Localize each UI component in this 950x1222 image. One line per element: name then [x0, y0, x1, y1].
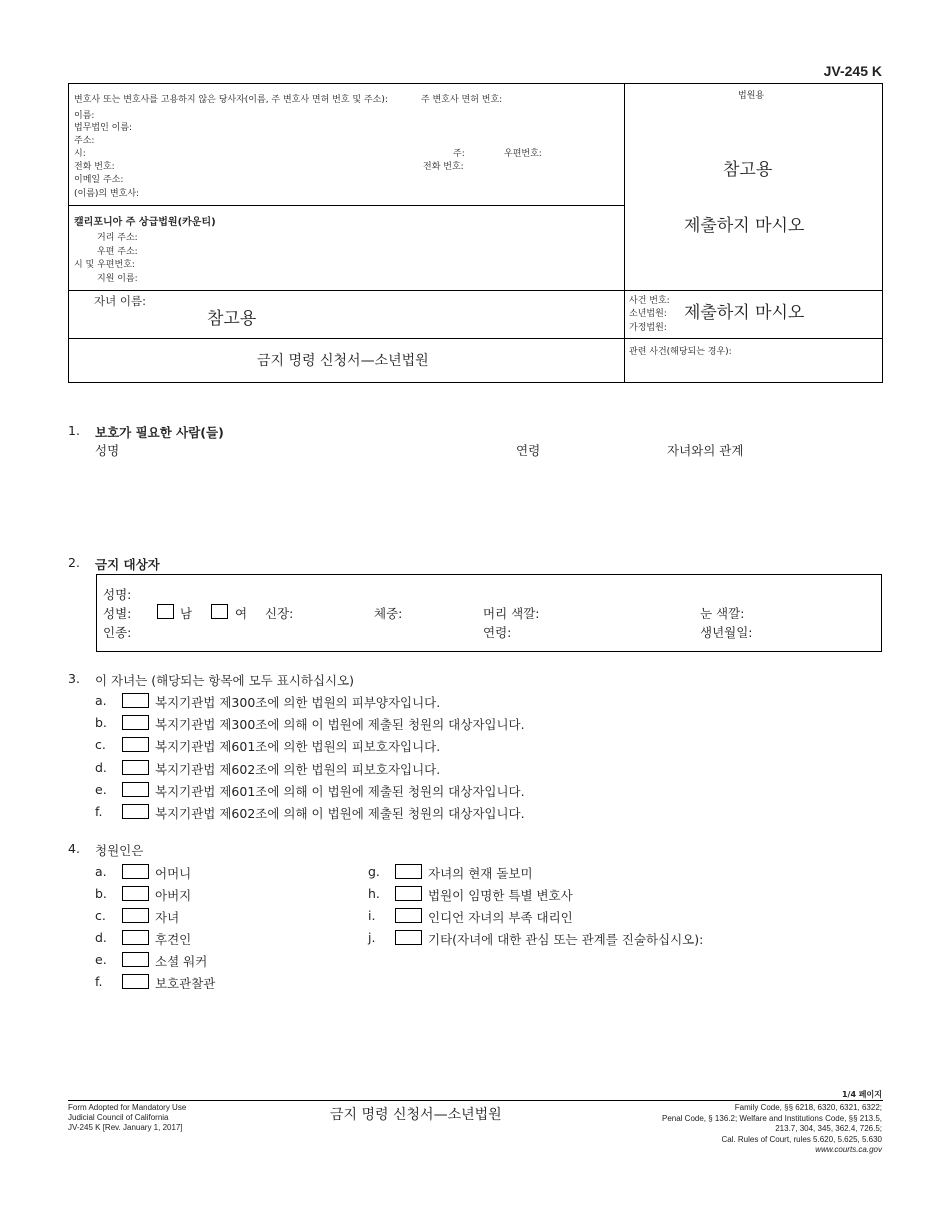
- item-letter: c.: [95, 737, 106, 752]
- petitioner-text: 보호관찰관: [155, 976, 216, 991]
- weight-field[interactable]: 체중:: [374, 606, 403, 621]
- section1-number: 1.: [68, 423, 80, 438]
- adopted-line-2: Judicial Council of California: [68, 1113, 169, 1122]
- item-letter: g.: [368, 864, 380, 879]
- male-label: 남: [180, 606, 193, 621]
- col-relation-header: 자녀와의 관계: [667, 443, 744, 458]
- child-status-checkbox[interactable]: [122, 737, 149, 752]
- legal-codes: [662, 1103, 882, 1156]
- court-mailing-field[interactable]: 우편 주소:: [97, 247, 138, 257]
- child-status-checkbox[interactable]: [122, 760, 149, 775]
- item-letter: c.: [95, 908, 106, 923]
- item-letter: b.: [95, 715, 107, 730]
- item-letter: b.: [95, 886, 107, 901]
- female-label: 여: [235, 606, 248, 621]
- child-status-text: 복지기관법 제300조에 의해 이 법원에 제출된 청원의 대상자입니다.: [155, 717, 525, 732]
- petitioner-text: 기타(자녀에 대한 관심 또는 관계를 진술하십시오):: [428, 932, 704, 947]
- section3-number: 3.: [68, 671, 80, 686]
- court-branch-field[interactable]: 지원 이름:: [97, 274, 138, 284]
- child-name-ref: 참고용: [207, 309, 257, 329]
- eye-color-field[interactable]: 눈 색깔:: [700, 606, 745, 621]
- child-status-text: 복지기관법 제601조에 의해 이 법원에 제출된 청원의 대상자입니다.: [155, 784, 525, 799]
- petitioner-checkbox[interactable]: [395, 864, 422, 879]
- section2-title: 금지 대상자: [95, 557, 160, 572]
- petitioner-checkbox[interactable]: [122, 908, 149, 923]
- address-field[interactable]: 주소:: [74, 136, 95, 146]
- hair-color-field[interactable]: 머리 색깔:: [483, 606, 540, 621]
- child-status-checkbox[interactable]: [122, 804, 149, 819]
- email-field[interactable]: 이메일 주소:: [74, 175, 124, 185]
- item-letter: a.: [95, 864, 107, 879]
- petitioner-text: 소셜 워커: [155, 954, 208, 969]
- zip-field[interactable]: 우편번호:: [504, 149, 542, 159]
- firm-field[interactable]: 법무법인 이름:: [74, 123, 133, 133]
- header-divider-3: [68, 338, 883, 339]
- height-field[interactable]: 신장:: [265, 606, 294, 621]
- petitioner-text: 자녀의 현재 돌보미: [428, 866, 533, 881]
- court-use-label: 법원용: [738, 91, 765, 101]
- petitioner-text: 어머니: [155, 866, 192, 881]
- attorney-label: 변호사 또는 변호사를 고용하지 않은 당사자(이름, 주 변호사 면허 번호 및 주소):: [74, 95, 388, 105]
- petitioner-checkbox[interactable]: [122, 930, 149, 945]
- codes-line-1: Family Code, §§ 6218, 6320, 6321, 6322;: [734, 1103, 882, 1112]
- related-cases-label: 관련 사건(해당되는 경우):: [629, 347, 732, 357]
- petitioner-text: 후견인: [155, 932, 192, 947]
- website-link[interactable]: www.courts.ca.gov: [815, 1145, 882, 1154]
- item-letter: d.: [95, 930, 107, 945]
- item-letter: j.: [368, 930, 376, 945]
- codes-line-4: Cal. Rules of Court, rules 5.620, 5.625, 5.630: [721, 1134, 882, 1144]
- header-divider-1: [68, 205, 625, 206]
- item-letter: a.: [95, 693, 107, 708]
- female-checkbox[interactable]: [211, 604, 228, 619]
- form-title: 금지 명령 신청서—소년법원: [257, 353, 429, 369]
- section4-title: 청원인은: [95, 843, 144, 858]
- petitioner-checkbox[interactable]: [395, 908, 422, 923]
- section2-number: 2.: [68, 555, 80, 570]
- attorney-for-field[interactable]: (이름)의 변호사:: [74, 189, 140, 199]
- child-status-text: 복지기관법 제602조에 의해 이 법원에 제출된 청원의 대상자입니다.: [155, 806, 525, 821]
- petitioner-checkbox[interactable]: [395, 886, 422, 901]
- codes-line-3: 213.7, 304, 345, 362.4, 726.5;: [775, 1124, 882, 1133]
- child-status-checkbox[interactable]: [122, 693, 149, 708]
- item-letter: h.: [368, 886, 380, 901]
- child-name-label: 자녀 이름:: [94, 294, 146, 308]
- case-number-label: 사건 번호:: [629, 296, 670, 306]
- header-divider-2: [68, 290, 883, 291]
- item-letter: e.: [95, 952, 107, 967]
- petitioner-checkbox[interactable]: [122, 864, 149, 879]
- bar-number-label: 주 변호사 면허 번호:: [421, 95, 503, 105]
- section4-number: 4.: [68, 841, 80, 856]
- dob-field[interactable]: 생년월일:: [700, 625, 753, 640]
- section3-title: 이 자녀는 (해당되는 항목에 모두 표시하십시오): [95, 673, 355, 688]
- petitioner-checkbox[interactable]: [122, 952, 149, 967]
- footer-divider: [68, 1100, 883, 1101]
- court-use-ref: 참고용: [723, 160, 773, 180]
- court-street-field[interactable]: 거리 주소:: [97, 233, 138, 243]
- family-court-label: 가정법원:: [629, 323, 667, 333]
- petitioner-text: 법원이 임명한 특별 변호사: [428, 888, 573, 903]
- petitioner-text: 아버지: [155, 888, 192, 903]
- petitioner-text: 자녀: [155, 910, 180, 925]
- phone-field[interactable]: 전화 번호:: [74, 162, 115, 172]
- adopted-line-1: Form Adopted for Mandatory Use: [68, 1103, 187, 1112]
- codes-line-2: Penal Code, § 136.2; Welfare and Institutions Code, §§ 213.5,: [662, 1113, 882, 1123]
- section1-title: 보호가 필요한 사람(들): [95, 425, 224, 440]
- race-field[interactable]: 인종:: [103, 625, 132, 640]
- child-status-checkbox[interactable]: [122, 782, 149, 797]
- page-number: 1/4 페이지: [841, 1090, 882, 1099]
- juvenile-court-label: 소년법원:: [629, 309, 667, 319]
- court-city-zip-field[interactable]: 시 및 우편번호:: [74, 260, 135, 270]
- item-letter: e.: [95, 782, 107, 797]
- sex-label: 성별:: [103, 606, 132, 621]
- name-field[interactable]: 이름:: [74, 111, 95, 121]
- item-letter: f.: [95, 974, 103, 989]
- child-status-text: 복지기관법 제601조에 의한 법원의 피보호자입니다.: [155, 739, 441, 754]
- petitioner-checkbox[interactable]: [395, 930, 422, 945]
- case-nofile: 제출하지 마시오: [684, 303, 805, 323]
- age-field[interactable]: 연령:: [483, 625, 512, 640]
- item-letter: f.: [95, 804, 103, 819]
- court-title: 캘리포니아 주 상급법원(카운티): [74, 217, 216, 228]
- child-status-checkbox[interactable]: [122, 715, 149, 730]
- petitioner-checkbox[interactable]: [122, 974, 149, 989]
- item-letter: d.: [95, 760, 107, 775]
- petitioner-checkbox[interactable]: [122, 886, 149, 901]
- restrained-name-field[interactable]: 성명:: [103, 587, 132, 602]
- child-status-text: 복지기관법 제602조에 의한 법원의 피보호자입니다.: [155, 762, 441, 777]
- state-field[interactable]: 주:: [453, 149, 465, 159]
- court-use-nofile: 제출하지 마시오: [684, 216, 805, 236]
- city-field[interactable]: 시:: [74, 149, 86, 159]
- col-age-header: 연령: [516, 443, 541, 458]
- col-name-header: 성명: [95, 443, 120, 458]
- footer-title: 금지 명령 신청서—소년법원: [330, 1107, 502, 1123]
- male-checkbox[interactable]: [157, 604, 174, 619]
- item-letter: i.: [368, 908, 376, 923]
- petitioner-text: 인디언 자녀의 부족 대리인: [428, 910, 573, 925]
- adoption-note: [68, 1103, 186, 1133]
- child-status-text: 복지기관법 제300조에 의한 법원의 피부양자입니다.: [155, 695, 441, 710]
- fax-field[interactable]: 전화 번호:: [423, 162, 464, 172]
- form-id: JV-245 K: [823, 63, 882, 79]
- adopted-line-3: JV-245 K [Rev. January 1, 2017]: [68, 1123, 183, 1132]
